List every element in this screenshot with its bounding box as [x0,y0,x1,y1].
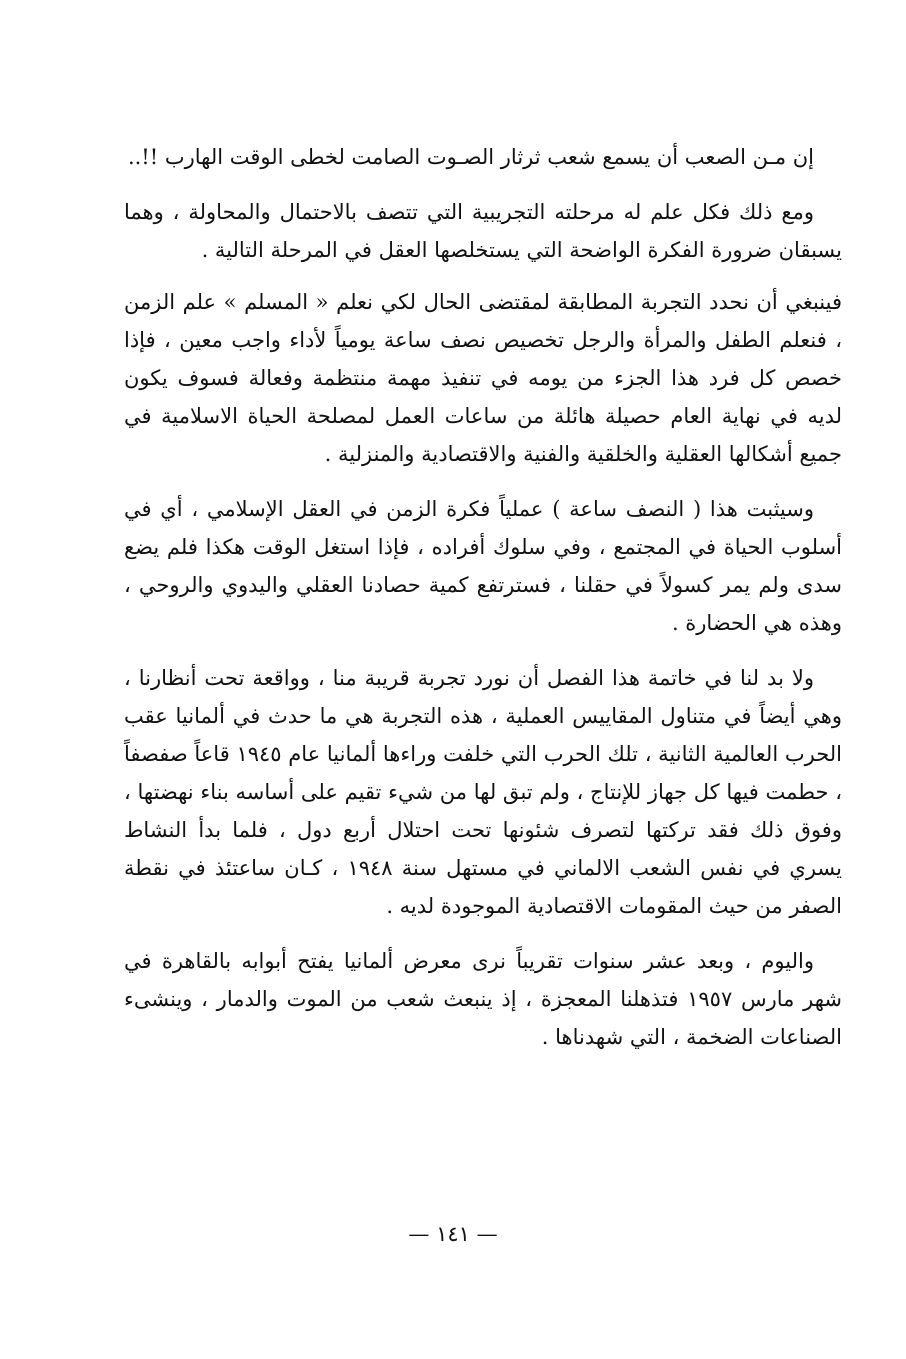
page-number: — ١٤١ — [408,1222,498,1246]
paragraph-3 [124,283,842,473]
paragraph-6 [124,942,842,1056]
paragraph-text: واليوم ، وبعد عشر سنوات تقريباً نرى معرض ألمانيا يفتح أبوابه بالقاهرة في شهر مارس ١٩٥٧ فتذهلنا المعجزة ، إذ ينبعث شعب من الموت والدمار ، وينشىء الصناعات الضخمة ، التي شهدناها . [124,949,842,1049]
paragraph-1 [124,138,842,176]
paragraph-2 [124,193,842,269]
paragraph-text: ومع ذلك فكل علم له مرحلته التجريبية التي تتصف بالاحتمال والمحاولة ، وهما يسبقان ضرورة الفكرة الواضحة التي يستخلصها العقل في المرحلة التالية . [124,200,842,262]
paragraph-text: فينبغي أن نحدد التجربة المطابقة لمقتضى الحال لكي نعلم « المسلم » علم الزمن ، فنعلم الطفل والمرأة والرجل تخصيص نصف ساعة يومياً لأداء واجب معين ، فإذا خصص كل فرد هذا الجزء من يومه في تنفيذ مهمة منتظمة وفعالة فسوف يكون لديه في نهاية العام حصيلة هائلة من ساعات العمل لمصلحة الحياة الاسلامية في جميع أشكالها العقلية والخلقية والفنية والاقتصادية والمنزلية . [124,290,842,466]
paragraph-text: ولا بد لنا في خاتمة هذا الفصل أن نورد تجربة قريبة منا ، وواقعة تحت أنظارنا ، وهي أيضاً في متناول المقاييس العملية ، هذه التجربة هي ما حدث في ألمانيا عقب الحرب العالمية الثانية ، تلك الحرب التي خلفت وراءها ألمانيا عام ١٩٤٥ قاعاً صفصفاً ، حطمت فيها كل جهاز للإنتاج ، ولم تبق لها من شيء تقيم على أساسه بناء نهضتها ، وفوق ذلك فقد تركتها لتصرف شئونها تحت احتلال أربع دول ، فلما بدأ النشاط يسري في نفس الشعب الالماني في مستهل سنة ١٩٤٨ ، كـان ساعتئذ في نقطة الصفر من حيث المقومات الاقتصادية الموجودة لديه . [124,666,843,918]
page-body [124,138,842,1056]
paragraph-text: وسيثبت هذا ( النصف ساعة ) عملياً فكرة الزمن في العقل الإسلامي ، أي في أسلوب الحياة في المجتمع ، وفي سلوك أفراده ، فإذا استغل الوقت هكذا فلم يضع سدى ولم يمر كسولاً في حقلنا ، فسترتفع كمية حصادنا العقلي واليدوي والروحي ، وهذه هي الحضارة . [124,497,842,635]
paragraph-5 [124,659,842,925]
paragraph-4 [124,490,842,642]
paragraph-text: إن مـن الصعب أن يسمع شعب ثرثار الصـوت الصامت لخطى الوقت الهارب !!.. [127,145,814,169]
